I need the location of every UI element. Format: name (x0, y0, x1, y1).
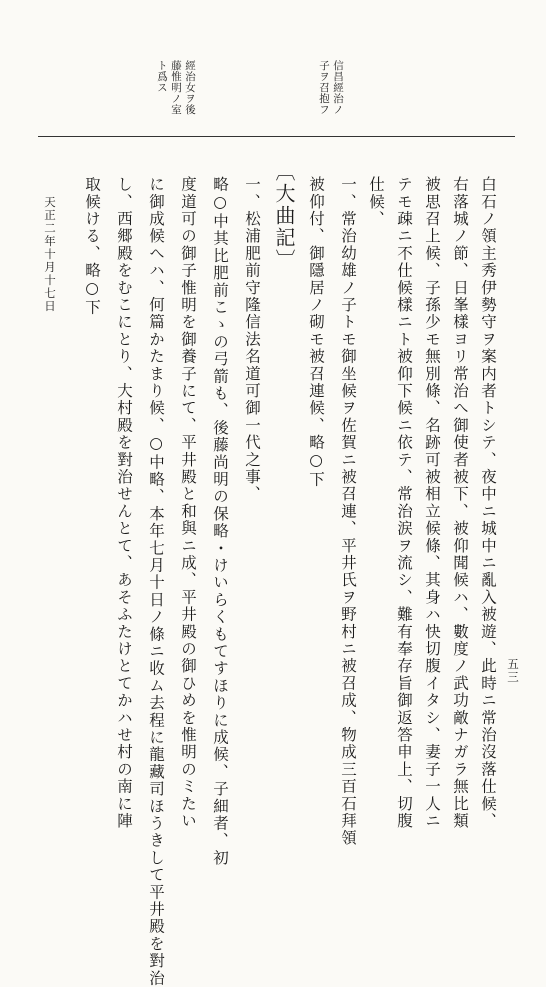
side-note: 信昌經治ノ (332, 60, 344, 115)
running-date: 天正二年十月十七日 (43, 196, 57, 313)
text-column: 被思召上候、子孫少モ無別條、名跡可被相立候條、其身ハ快切腹イタシ、妻子一人ニ (423, 176, 441, 830)
side-note: ト爲ス (156, 60, 168, 93)
side-note: 藤惟明ノ室 (170, 60, 182, 115)
page-number: 五三 (506, 658, 520, 684)
side-note: 子ヲ召抱フ (318, 60, 330, 115)
text-column: 右落城ノ節、日峯樣ヨリ常治へ御使者被下、被仰聞候ハ、數度ノ武功敵ナガラ無比類 (451, 176, 469, 830)
section-heading: 〔大曲記〕 (272, 161, 296, 271)
text-column: 度道可の御子惟明を御養子にて、平井殿と和與ニ成、平井殿の御ひめを惟明のミたい (179, 176, 197, 830)
header-divider (38, 136, 515, 137)
text-column: 一、松浦肥前守隆信法名道可御一代之事、 (243, 176, 261, 503)
text-column: 取候ける、略○下 (83, 176, 101, 317)
text-column: 被仰付、御隱居ノ砌モ被召連候、略○下 (307, 176, 325, 489)
side-note: 經治女ヲ後 (184, 60, 196, 115)
text-column: テモ疎ニ不仕候樣ニト被仰下候ニ依テ、常治涙ヲ流シ、難有奉存旨御返答申上、切腹 (395, 176, 413, 830)
text-column: 仕候、 (367, 176, 385, 228)
text-column: に御成候へハ、何篇かたまり候、○中略、本年七月十日ノ條ニ收ム去程に龍藏司ほうきして平井殿を對治 (147, 176, 165, 987)
text-column: し、西郷殿をむこにとり、大村殿を對治せんとて、あそふたけとてかハせ村の南に陣 (115, 176, 133, 830)
text-column: 一、常治幼雄ノ子トモ御坐候ヲ佐賀ニ被召連、平井氏ヲ野村ニ被召成、物成三百石拜領 (339, 176, 357, 847)
text-column: 白石ノ領主秀伊勢守ヲ案内者トシテ、夜中ニ城中ニ亂入被遊、此時ニ常治沒落仕候、 (479, 176, 497, 830)
text-column: 略○中其比肥前こゝの弓箭も、後藤尚明の保略・けいらくもてすほりに成候、子細者、初 (211, 176, 229, 867)
